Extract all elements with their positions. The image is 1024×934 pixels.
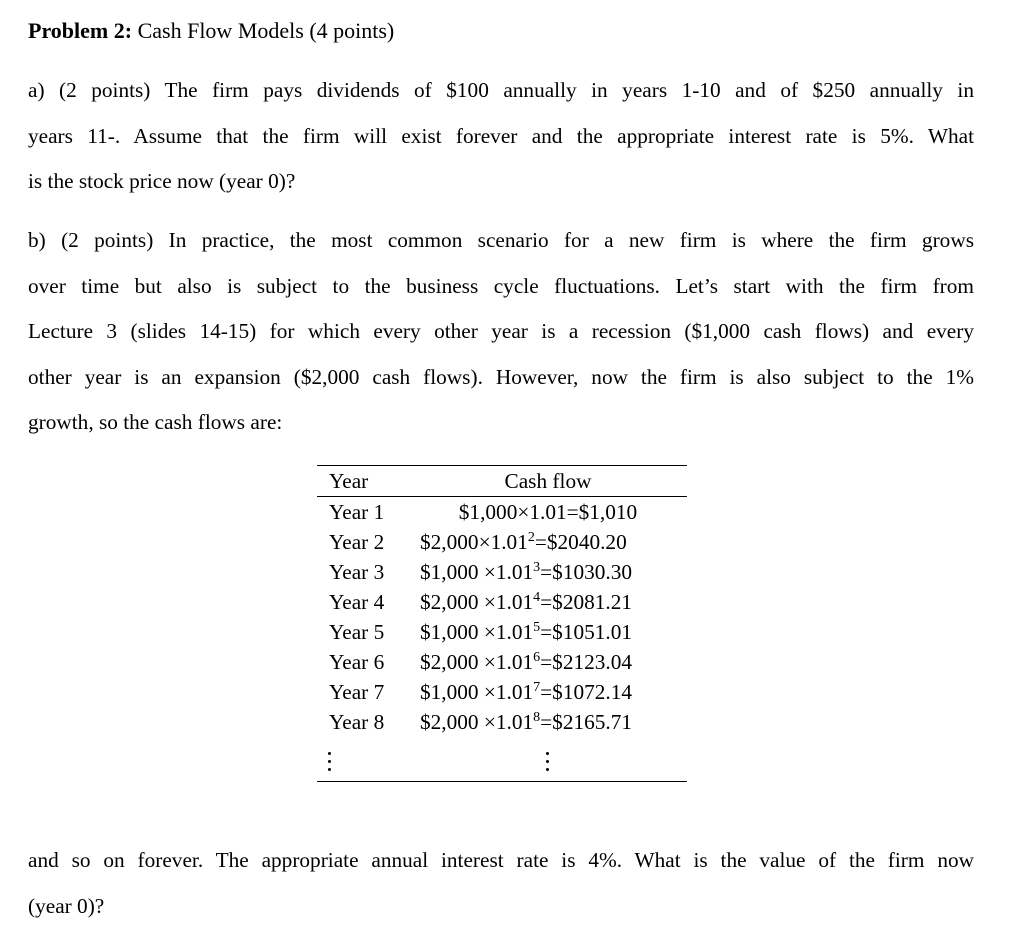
row-year: Year 2 bbox=[329, 530, 385, 554]
table-top-rule bbox=[317, 465, 687, 466]
table-row bbox=[317, 617, 687, 647]
row-year: Year 7 bbox=[329, 680, 385, 704]
exponent: 8 bbox=[533, 710, 541, 725]
part-a-line: a) (2 points) The firm pays dividends of $100 annually in years 1-10 and of $250 annually in bbox=[28, 78, 974, 102]
problem-number: Problem 2: bbox=[28, 18, 133, 43]
part-a-paragraph bbox=[28, 68, 974, 205]
vertical-ellipsis-icon bbox=[326, 749, 334, 773]
table-row bbox=[317, 647, 687, 677]
cash-flow-formula: $2,000 ×1.01 bbox=[420, 710, 534, 734]
row-cash-flow bbox=[423, 497, 673, 527]
row-cash-flow bbox=[420, 707, 632, 737]
exponent: 6 bbox=[533, 650, 541, 665]
table-row bbox=[317, 587, 687, 617]
table-header-cash-flow: Cash flow bbox=[504, 469, 592, 493]
row-year: Year 5 bbox=[329, 620, 385, 644]
cash-flow-result: =$2081.21 bbox=[540, 590, 633, 614]
row-cash-flow bbox=[420, 617, 632, 647]
part-b-line: growth, so the cash flows are: bbox=[28, 410, 283, 434]
cash-flow-formula: $1,000 ×1.01 bbox=[420, 620, 534, 644]
closing-line: (year 0)? bbox=[28, 893, 105, 918]
cash-flow-formula: $2,000 ×1.01 bbox=[420, 650, 534, 674]
exponent: 3 bbox=[533, 560, 541, 575]
cash-flow-result: =$1030.30 bbox=[540, 560, 633, 584]
row-cash-flow bbox=[420, 647, 632, 677]
row-year: Year 4 bbox=[329, 590, 385, 614]
part-a-line: is the stock price now (year 0)? bbox=[28, 169, 296, 193]
row-cash-flow bbox=[420, 587, 632, 617]
problem-heading: Cash Flow Models (4 points) bbox=[132, 18, 395, 43]
cash-flow-result: =$1072.14 bbox=[540, 680, 633, 704]
cash-flow-result: =$2165.71 bbox=[540, 710, 633, 734]
table-row bbox=[317, 527, 687, 557]
cash-flow-formula: $1,000×1.01=$1,010 bbox=[458, 500, 638, 524]
closing-paragraph bbox=[28, 838, 974, 929]
exponent: 2 bbox=[527, 530, 535, 545]
exponent: 5 bbox=[533, 620, 541, 635]
cash-flow-formula: $2,000×1.01 bbox=[420, 530, 528, 554]
vertical-ellipsis-icon bbox=[544, 749, 552, 773]
part-b-line: over time but also is subject to the business cycle fluctuations. Let’s start with the firm from bbox=[28, 273, 974, 298]
cash-flow-result: =$2040.20 bbox=[534, 530, 627, 554]
table-row bbox=[317, 707, 687, 737]
closing-line: and so on forever. The appropriate annual interest rate is 4%. What is the value of the firm now bbox=[28, 848, 974, 872]
exponent: 7 bbox=[533, 680, 541, 695]
part-a-line: years 11-. Assume that the firm will exist forever and the appropriate interest rate is 5%. What bbox=[28, 123, 974, 148]
table-row bbox=[317, 557, 687, 587]
row-year: Year 1 bbox=[329, 500, 385, 524]
table-row bbox=[317, 497, 687, 527]
part-b-line: Lecture 3 (slides 14-15) for which every other year is a recession ($1,000 cash flows) and every bbox=[28, 319, 974, 343]
table-header-year: Year bbox=[329, 469, 369, 493]
table-bottom-rule bbox=[317, 781, 687, 782]
cash-flow-result: =$2123.04 bbox=[540, 650, 633, 674]
row-year: Year 6 bbox=[329, 650, 385, 674]
part-b-line: b) (2 points) In practice, the most common scenario for a new firm is where the firm grows bbox=[28, 228, 974, 252]
exponent: 4 bbox=[533, 590, 541, 605]
cash-flow-formula: $1,000 ×1.01 bbox=[420, 560, 534, 584]
row-year: Year 8 bbox=[329, 710, 385, 734]
cash-flow-formula: $2,000 ×1.01 bbox=[420, 590, 534, 614]
cash-flow-result: =$1051.01 bbox=[540, 620, 633, 644]
part-b-line: other year is an expansion ($2,000 cash flows). However, now the firm is also subject to the 1% bbox=[28, 364, 974, 389]
row-cash-flow bbox=[420, 557, 632, 587]
cash-flow-formula: $1,000 ×1.01 bbox=[420, 680, 534, 704]
part-b-paragraph bbox=[28, 218, 974, 446]
problem-title bbox=[28, 17, 394, 45]
row-cash-flow bbox=[420, 677, 632, 707]
table-row bbox=[317, 677, 687, 707]
row-year: Year 3 bbox=[329, 560, 385, 584]
row-cash-flow bbox=[420, 527, 627, 557]
